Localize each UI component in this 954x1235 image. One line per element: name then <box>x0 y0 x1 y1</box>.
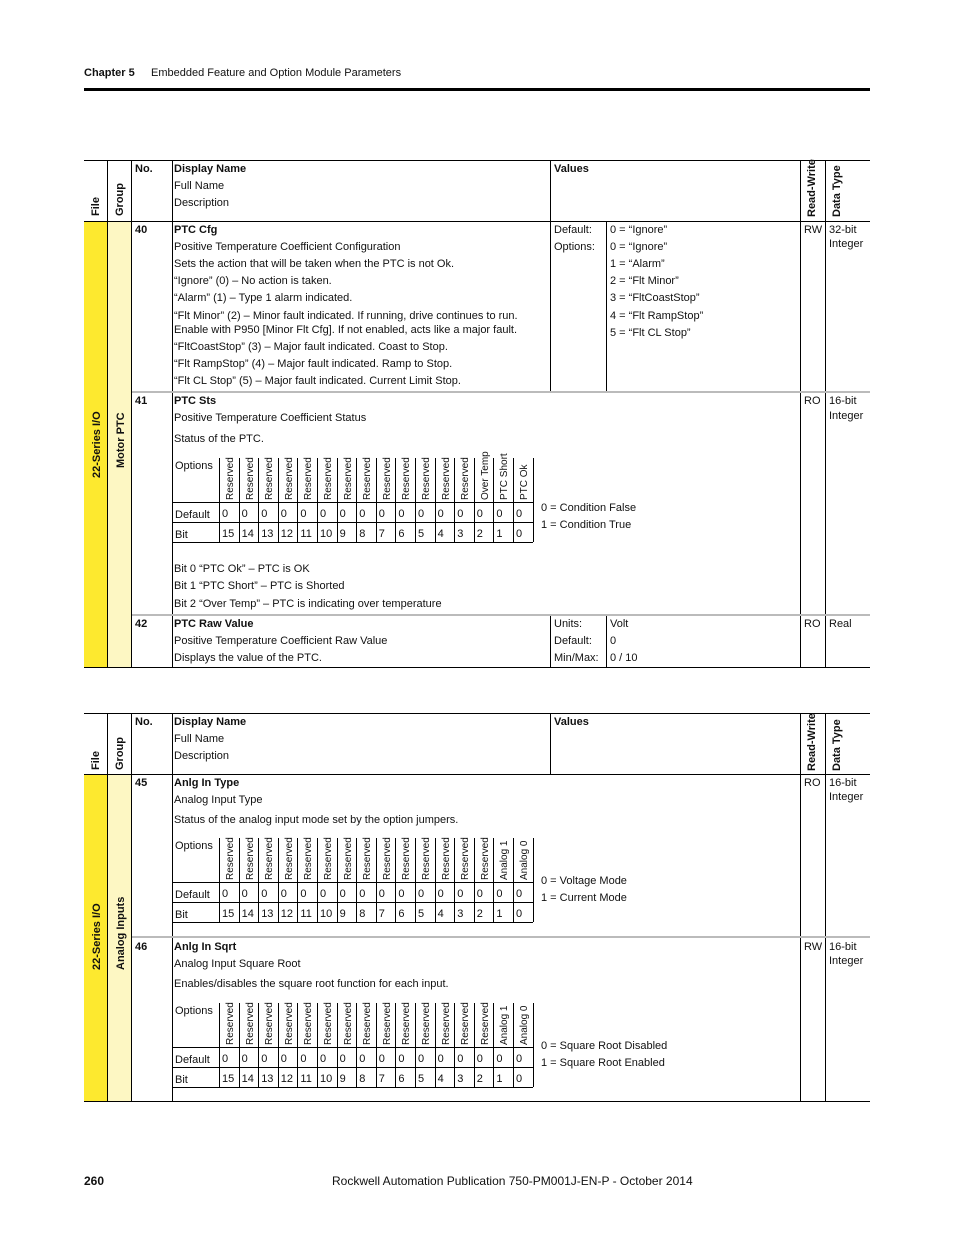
data-type-value: Integer <box>829 955 864 967</box>
grid-rule <box>173 502 533 503</box>
bit-name: Reserved <box>381 1002 393 1045</box>
option-value: 5 = “Flt CL Stop” <box>610 327 691 339</box>
data-type-value: Integer <box>829 238 864 250</box>
bit-number: 7 <box>378 528 385 540</box>
bit-row-label: Bit <box>175 909 188 921</box>
bit-number: 2 <box>476 1073 483 1085</box>
minmax-label: Min/Max: <box>554 652 599 664</box>
bit-name: Reserved <box>440 1002 452 1045</box>
grid-divider <box>317 458 318 542</box>
bit-name: Reserved <box>303 457 315 500</box>
bit-number: 0 <box>516 528 523 540</box>
param-number: 46 <box>135 941 148 953</box>
bit-name: Reserved <box>323 457 334 500</box>
read-write-value: RO <box>804 395 821 407</box>
col-divider <box>606 222 607 392</box>
bit-default-value: 0 <box>280 508 287 520</box>
bit-name: Reserved <box>460 1002 472 1045</box>
option-value: 4 = “Flt RampStop” <box>610 310 704 322</box>
option-value: 0 = “Ignore” <box>610 241 668 253</box>
bit-default-value: 0 <box>457 1053 464 1065</box>
col-divider <box>550 713 551 775</box>
bit-number: 13 <box>261 528 274 540</box>
bit-number: 4 <box>437 528 444 540</box>
bit-name: Reserved <box>323 1002 334 1045</box>
bit-name: PTC Ok <box>519 464 530 500</box>
read-write-header: Read-Write <box>806 713 818 771</box>
option-value: 2 = “Flt Minor” <box>610 275 679 287</box>
bit-name: Reserved <box>264 457 276 500</box>
bit-number: 13 <box>261 908 274 920</box>
default-row-label: Default <box>175 509 210 521</box>
bit-default-value: 0 <box>300 1053 307 1065</box>
display-name-header: Display Name <box>174 163 247 175</box>
grid-divider <box>317 838 318 922</box>
row-separator <box>132 936 870 938</box>
col-divider <box>550 615 551 668</box>
bit-name: Reserved <box>264 1002 276 1045</box>
param-display-name: PTC Raw Value <box>174 618 254 630</box>
bit-number: 3 <box>457 908 464 920</box>
param-display-name: Anlg In Type <box>174 777 240 789</box>
bit-default-value: 0 <box>261 508 268 520</box>
data-type-value: 16-bit <box>829 395 857 407</box>
values-column-header: Values <box>554 716 589 728</box>
bit-row-label: Bit <box>175 1074 188 1086</box>
bit-default-value: 0 <box>280 1053 287 1065</box>
no-column-header: No. <box>135 163 153 175</box>
col-divider <box>172 160 173 668</box>
col-divider <box>550 160 551 222</box>
bit-legend: 0 = Square Root Disabled <box>541 1040 668 1052</box>
bit-name: Reserved <box>264 837 276 880</box>
bit-default-value: 0 <box>398 1053 405 1065</box>
bit-number: 15 <box>222 908 235 920</box>
option-value: 3 = “FltCoastStop” <box>610 292 700 304</box>
bit-note: Bit 0 “PTC Ok” – PTC is OK <box>174 563 310 575</box>
bit-default-value: 0 <box>359 888 366 900</box>
param-display-name: PTC Cfg <box>174 224 218 236</box>
data-type-value: Integer <box>829 410 864 422</box>
grid-divider <box>415 838 416 922</box>
bit-number: 14 <box>241 528 254 540</box>
bit-name: Reserved <box>401 1002 413 1045</box>
bit-note: Bit 2 “Over Temp” – PTC is indicating over temperature <box>174 598 442 610</box>
bit-number: 11 <box>300 1073 312 1085</box>
parameter-table-motor-ptc <box>84 160 870 668</box>
grid-divider <box>219 1003 220 1087</box>
bit-legend: 1 = Current Mode <box>541 892 627 904</box>
grid-rule <box>173 882 533 883</box>
bit-number: 7 <box>378 908 385 920</box>
read-write-header: Read-Write <box>806 159 818 217</box>
description-header: Description <box>174 197 230 209</box>
param-full-name: Positive Temperature Coefficient Configuration <box>174 241 401 253</box>
bit-name: Reserved <box>244 457 256 500</box>
default-label: Default: <box>554 224 592 236</box>
group-label: Analog Inputs <box>115 896 127 970</box>
bit-number: 12 <box>280 528 294 540</box>
bit-name: Reserved <box>342 457 354 500</box>
read-write-value: RO <box>804 618 821 630</box>
col-divider <box>107 713 108 1102</box>
bit-number: 0 <box>516 908 523 920</box>
bit-name: Reserved <box>225 457 236 500</box>
bit-number: 7 <box>378 1073 385 1085</box>
bit-name: Reserved <box>244 1002 256 1045</box>
data-type-value: Integer <box>829 791 864 803</box>
bit-name: Reserved <box>381 457 393 500</box>
default-row-label: Default <box>175 889 210 901</box>
row-separator <box>132 391 870 393</box>
bit-number: 8 <box>359 1073 366 1085</box>
bit-number: 0 <box>516 1073 523 1085</box>
bit-number: 15 <box>222 528 235 540</box>
no-column-header: No. <box>135 716 153 728</box>
bit-default-value: 0 <box>339 1053 346 1065</box>
bit-name: Reserved <box>283 457 295 500</box>
bit-name: Reserved <box>479 837 491 880</box>
bit-number: 9 <box>339 528 346 540</box>
bit-name: Reserved <box>225 1002 236 1045</box>
grid-divider <box>513 838 514 922</box>
param-number: 42 <box>135 618 148 630</box>
file-label: 22-Series I/O <box>91 903 103 970</box>
param-number: 40 <box>135 224 148 236</box>
bit-legend: 1 = Condition True <box>541 519 632 531</box>
bit-number: 11 <box>300 528 312 540</box>
param-description-line: “Flt CL Stop” (5) – Major fault indicated. Current Limit Stop. <box>174 375 461 387</box>
bit-name: Over Temp <box>479 451 491 500</box>
bit-number: 5 <box>418 1073 425 1085</box>
bit-default-value: 0 <box>359 1053 366 1065</box>
page-number: 260 <box>84 1174 105 1188</box>
bit-name: Reserved <box>303 1002 315 1045</box>
bit-default-value: 0 <box>496 508 503 520</box>
options-label: Options <box>175 840 213 852</box>
minmax-value: 0 / 10 <box>610 652 638 664</box>
units-value: Volt <box>610 618 629 630</box>
bit-name: Reserved <box>362 457 374 500</box>
data-type-value: 16-bit <box>829 777 857 789</box>
default-row-label: Default <box>175 1054 210 1066</box>
bit-default-value: 0 <box>398 888 405 900</box>
units-label: Units: <box>554 618 583 630</box>
bit-default-value: 0 <box>496 888 503 900</box>
bit-default-value: 0 <box>241 888 248 900</box>
bit-name: Reserved <box>421 1002 432 1045</box>
param-display-name: PTC Sts <box>174 395 217 407</box>
param-description-line: “Ignore” (0) – No action is taken. <box>174 275 332 287</box>
bit-legend: 1 = Square Root Enabled <box>541 1057 665 1069</box>
bit-number: 13 <box>261 1073 274 1085</box>
param-description-line: “Flt Minor” (2) – Minor fault indicated. If running, drive continues to run. <box>174 310 518 322</box>
data-type-value: 32-bit <box>829 224 857 236</box>
grid-divider <box>513 1003 514 1087</box>
param-full-name: Analog Input Square Root <box>174 958 301 970</box>
param-description-line: “Flt RampStop” (4) – Major fault indicated. Ramp to Stop. <box>174 358 453 370</box>
bit-default-value: 0 <box>437 888 444 900</box>
bit-default-value: 0 <box>378 1053 385 1065</box>
bit-default-value: 0 <box>320 508 327 520</box>
bit-default-value: 0 <box>476 1053 483 1065</box>
bit-default-value: 0 <box>359 508 366 520</box>
bit-number: 8 <box>359 528 366 540</box>
param-display-name: Anlg In Sqrt <box>174 941 237 953</box>
bit-default-value: 0 <box>280 888 287 900</box>
read-write-value: RW <box>804 224 823 236</box>
bit-number: 6 <box>398 528 405 540</box>
col-divider <box>800 160 801 668</box>
param-full-name: Positive Temperature Coefficient Status <box>174 412 367 424</box>
param-description-line: Sets the action that will be taken when the PTC is not Ok. <box>174 258 455 270</box>
bit-name: Reserved <box>440 837 452 880</box>
default-value: 0 = “Ignore” <box>610 224 668 236</box>
bit-default-value: 0 <box>418 888 425 900</box>
bit-default-value: 0 <box>300 508 307 520</box>
bit-number: 6 <box>398 1073 405 1085</box>
grid-divider <box>219 458 220 542</box>
default-value: 0 <box>610 635 617 647</box>
bit-number: 9 <box>339 1073 346 1085</box>
bit-default-value: 0 <box>241 508 248 520</box>
param-description-line: Enable with P950 [Minor Flt Cfg]. If not enabled, acts like a major fault. <box>174 324 518 336</box>
data-type-value: 16-bit <box>829 941 857 953</box>
col-divider <box>131 713 132 1102</box>
bit-name: Reserved <box>244 837 256 880</box>
param-full-name: Analog Input Type <box>174 794 263 806</box>
bit-default-value: 0 <box>261 1053 268 1065</box>
bit-name: Analog 1 <box>499 840 511 880</box>
bit-number: 14 <box>241 1073 254 1085</box>
bit-name: Reserved <box>362 837 374 880</box>
read-write-value: RO <box>804 777 821 789</box>
param-description: Enables/disables the square root function for each input. <box>174 978 449 990</box>
bit-default-value: 0 <box>496 1053 503 1065</box>
full-name-header: Full Name <box>174 180 225 192</box>
bit-number: 3 <box>457 528 464 540</box>
group-label: Motor PTC <box>115 412 127 468</box>
group-column-header: Group <box>114 183 126 216</box>
file-column-header: File <box>90 751 102 770</box>
bit-number: 8 <box>359 908 366 920</box>
grid-divider <box>317 1003 318 1087</box>
bit-number: 10 <box>320 908 333 920</box>
bit-default-value: 0 <box>457 888 464 900</box>
bit-default-value: 0 <box>378 888 385 900</box>
bit-number: 12 <box>280 908 294 920</box>
full-name-header: Full Name <box>174 733 225 745</box>
option-value: 1 = “Alarm” <box>610 258 665 270</box>
table-bottom-rule <box>84 667 870 668</box>
bit-name: Reserved <box>460 837 472 880</box>
bit-default-value: 0 <box>222 508 229 520</box>
bit-number: 10 <box>320 1073 333 1085</box>
col-divider <box>107 160 108 668</box>
param-description: Displays the value of the PTC. <box>174 652 322 664</box>
bit-default-value: 0 <box>418 508 425 520</box>
col-divider <box>606 615 607 668</box>
bit-default-value: 0 <box>222 888 229 900</box>
col-divider <box>172 713 173 1102</box>
options-label: Options: <box>554 241 595 253</box>
param-number: 41 <box>135 395 148 407</box>
file-column-header: File <box>90 197 102 216</box>
bit-default-value: 0 <box>320 888 327 900</box>
bit-default-value: 0 <box>300 888 307 900</box>
bit-number: 4 <box>437 1073 444 1085</box>
bit-number: 15 <box>222 1073 235 1085</box>
bit-name: Analog 1 <box>499 1005 511 1045</box>
col-divider <box>800 713 801 1102</box>
default-label: Default: <box>554 635 592 647</box>
grid-divider <box>415 1003 416 1087</box>
bit-default-value: 0 <box>457 508 464 520</box>
bit-name: Reserved <box>421 457 432 500</box>
bit-name: Reserved <box>283 1002 295 1045</box>
bit-default-value: 0 <box>320 1053 327 1065</box>
bit-legend: 0 = Voltage Mode <box>541 875 627 887</box>
bit-default-value: 0 <box>437 1053 444 1065</box>
bit-default-value: 0 <box>398 508 405 520</box>
bit-number: 14 <box>241 908 254 920</box>
bit-number: 2 <box>476 908 483 920</box>
bit-name: Reserved <box>362 1002 374 1045</box>
bit-default-value: 0 <box>516 508 523 520</box>
bit-name: PTC Short <box>499 453 511 500</box>
bit-name: Reserved <box>401 837 413 880</box>
grid-divider <box>513 458 514 542</box>
bit-note: Bit 1 “PTC Short” – PTC is Shorted <box>174 580 345 592</box>
bit-default-value: 0 <box>339 888 346 900</box>
grid-divider <box>415 458 416 542</box>
bit-name: Reserved <box>342 1002 354 1045</box>
bit-name: Reserved <box>283 837 295 880</box>
values-column-header: Values <box>554 163 589 175</box>
bit-name: Reserved <box>303 837 315 880</box>
data-type-header: Data Type <box>831 165 843 217</box>
bit-name: Reserved <box>381 837 393 880</box>
bit-number: 4 <box>437 908 444 920</box>
bit-name: Reserved <box>401 457 413 500</box>
table-bottom-rule <box>84 1101 870 1102</box>
col-divider <box>131 160 132 668</box>
param-description: Status of the analog input mode set by the option jumpers. <box>174 814 459 826</box>
bit-number: 5 <box>418 528 425 540</box>
bit-default-value: 0 <box>378 508 385 520</box>
file-label: 22-Series I/O <box>91 411 103 478</box>
display-name-header: Display Name <box>174 716 247 728</box>
bit-default-value: 0 <box>516 888 523 900</box>
param-number: 45 <box>135 777 148 789</box>
col-divider <box>825 160 826 668</box>
bit-default-value: 0 <box>437 508 444 520</box>
bit-default-value: 0 <box>222 1053 229 1065</box>
description-header: Description <box>174 750 230 762</box>
bit-number: 9 <box>339 908 346 920</box>
bit-legend: 0 = Condition False <box>541 502 637 514</box>
bit-name: Reserved <box>225 837 236 880</box>
bit-number: 1 <box>496 1073 503 1085</box>
bit-number: 11 <box>300 908 312 920</box>
chapter-title: Embedded Feature and Option Module Parameters <box>151 67 402 79</box>
data-type-value: Real <box>829 618 852 630</box>
bit-number: 2 <box>476 528 483 540</box>
bit-name: Reserved <box>342 837 354 880</box>
publication-info: Rockwell Automation Publication 750-PM001J-EN-P - October 2014 <box>332 1174 693 1188</box>
group-column-header: Group <box>114 737 126 770</box>
bit-default-value: 0 <box>241 1053 248 1065</box>
bit-name: Reserved <box>460 457 472 500</box>
bit-name: Reserved <box>421 837 432 880</box>
bit-name: Analog 0 <box>519 840 530 880</box>
param-full-name: Positive Temperature Coefficient Raw Value <box>174 635 388 647</box>
bit-default-value: 0 <box>261 888 268 900</box>
grid-divider <box>219 838 220 922</box>
bit-name: Reserved <box>323 837 334 880</box>
bit-number: 3 <box>457 1073 464 1085</box>
bit-name: Analog 0 <box>519 1005 530 1045</box>
bit-default-value: 0 <box>476 888 483 900</box>
parameter-table-analog-inputs <box>84 713 870 1102</box>
bit-number: 10 <box>320 528 333 540</box>
bit-number: 1 <box>496 908 503 920</box>
options-label: Options <box>175 460 213 472</box>
bit-default-value: 0 <box>476 508 483 520</box>
grid-rule <box>173 1047 533 1048</box>
bit-number: 6 <box>398 908 405 920</box>
param-description: Status of the PTC. <box>174 433 264 445</box>
bit-name: Reserved <box>440 457 452 500</box>
bit-number: 5 <box>418 908 425 920</box>
chapter-label: Chapter 5 <box>84 67 135 79</box>
read-write-value: RW <box>804 941 823 953</box>
param-description-line: “Alarm” (1) – Type 1 alarm indicated. <box>174 292 353 304</box>
bit-row-label: Bit <box>175 529 188 541</box>
col-divider <box>825 713 826 1102</box>
options-label: Options <box>175 1005 213 1017</box>
bit-number: 12 <box>280 1073 294 1085</box>
col-divider <box>550 222 551 392</box>
header-rule <box>84 88 870 91</box>
bit-name: Reserved <box>479 1002 491 1045</box>
bit-default-value: 0 <box>339 508 346 520</box>
bit-number: 1 <box>496 528 503 540</box>
param-description-line: “FltCoastStop” (3) – Major fault indicated. Coast to Stop. <box>174 341 448 353</box>
bit-default-value: 0 <box>516 1053 523 1065</box>
bit-default-value: 0 <box>418 1053 425 1065</box>
data-type-header: Data Type <box>831 719 843 771</box>
